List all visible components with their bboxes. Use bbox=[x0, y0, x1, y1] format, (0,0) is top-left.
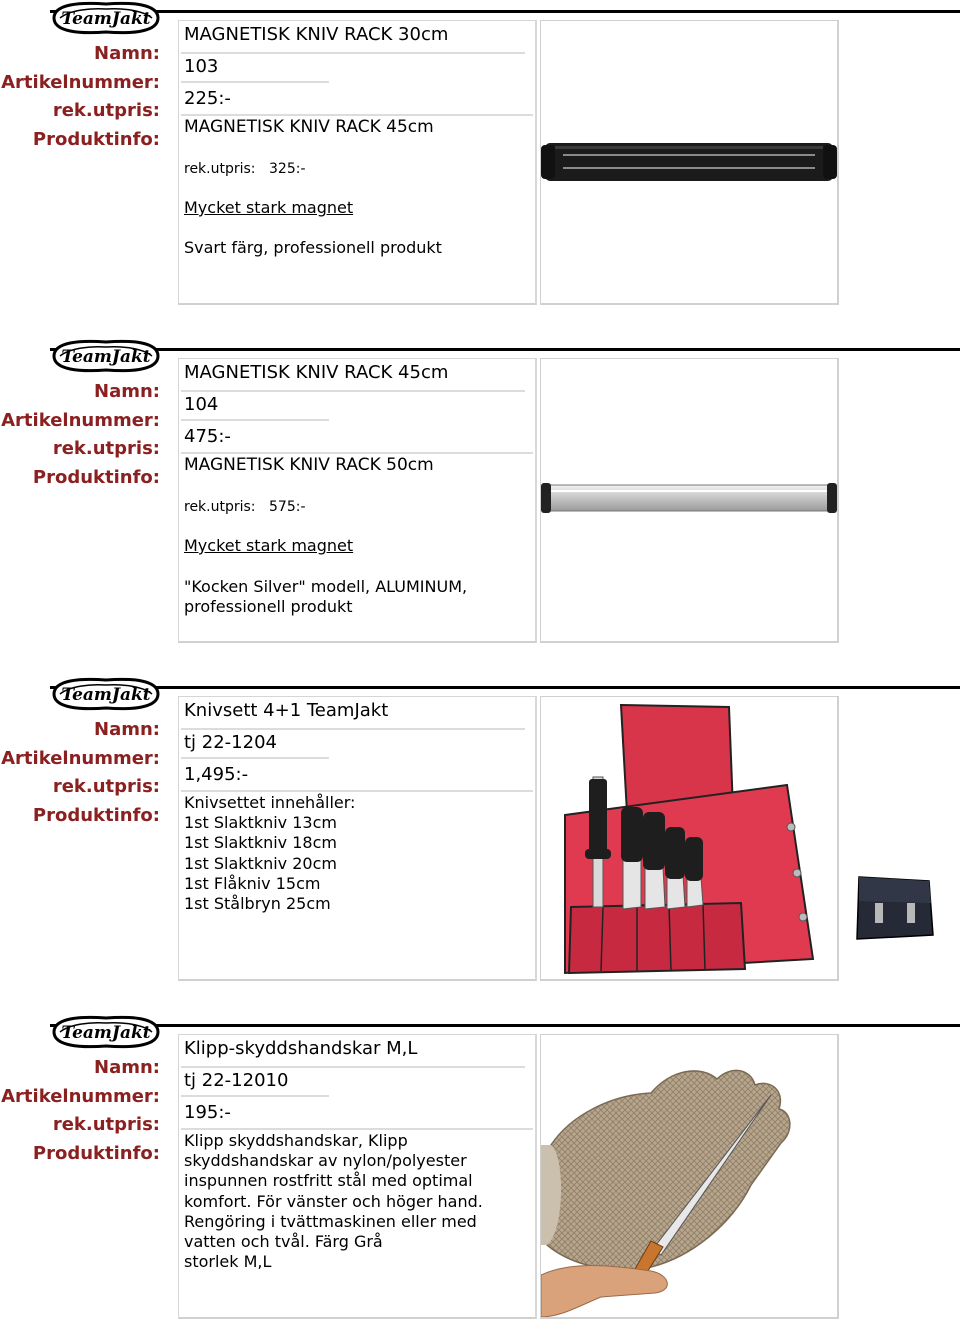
feature-link[interactable]: Mycket stark magnet bbox=[184, 536, 354, 555]
info-line: 1st Slaktkniv 18cm bbox=[184, 833, 337, 853]
rule bbox=[181, 390, 525, 392]
feature-link[interactable]: Mycket stark magnet bbox=[184, 198, 354, 217]
article-number: 104 bbox=[184, 394, 219, 415]
knife-set-image bbox=[541, 697, 837, 979]
alt-price-label: rek.utpris: bbox=[184, 499, 256, 515]
label-name: Namn: bbox=[94, 43, 160, 64]
rule bbox=[181, 790, 533, 792]
product-info-box bbox=[178, 696, 537, 981]
description bbox=[184, 577, 529, 617]
rule bbox=[181, 1066, 525, 1068]
product-info-box bbox=[178, 358, 537, 643]
teamjakt-logo bbox=[50, 0, 162, 36]
label-info: Produktinfo: bbox=[32, 128, 160, 150]
product-info-box bbox=[178, 20, 537, 305]
label-price: rek.utpris: bbox=[52, 100, 160, 121]
info-title: MAGNETISK KNIV RACK 45cm bbox=[184, 117, 434, 137]
product-name: Knivsett 4+1 TeamJakt bbox=[184, 700, 389, 721]
product-info-text bbox=[184, 1131, 529, 1272]
field-labels bbox=[1, 378, 160, 492]
info-line: 1st Slaktkniv 20cm bbox=[184, 853, 337, 873]
description: Svart färg, professionell produkt bbox=[184, 238, 442, 257]
product-name: MAGNETISK KNIV RACK 30cm bbox=[184, 24, 449, 45]
info-line: 1st Flåkniv 15cm bbox=[184, 873, 321, 893]
alt-price: 325:- bbox=[269, 161, 306, 177]
header-rule bbox=[50, 686, 960, 689]
header-rule bbox=[50, 1024, 960, 1027]
label-info: Produktinfo: bbox=[32, 466, 160, 488]
label-price: rek.utpris: bbox=[52, 776, 160, 797]
label-name: Namn: bbox=[94, 381, 160, 402]
product-name: MAGNETISK KNIV RACK 45cm bbox=[184, 362, 449, 383]
info-line: 1st Slaktkniv 13cm bbox=[184, 813, 337, 833]
magnetic-rack-silver-image bbox=[541, 359, 837, 641]
product-image-box bbox=[540, 696, 839, 981]
label-price: rek.utpris: bbox=[52, 438, 160, 459]
rule bbox=[181, 757, 329, 759]
alt-price-label: rek.utpris: bbox=[184, 161, 256, 177]
rule bbox=[181, 1128, 533, 1130]
product-info-text bbox=[184, 793, 529, 914]
label-article: Artikelnummer: bbox=[1, 409, 160, 431]
price: 1,495:- bbox=[184, 764, 249, 785]
price: 195:- bbox=[184, 1102, 231, 1123]
rule bbox=[181, 1095, 329, 1097]
closed-bag-image bbox=[853, 873, 937, 943]
info-line: inspunnen rostfritt stål med optimal bbox=[184, 1171, 473, 1191]
article-number: tj 22-1204 bbox=[184, 732, 277, 753]
product-image-box bbox=[540, 358, 839, 643]
label-price: rek.utpris: bbox=[52, 1114, 160, 1135]
product-card-4 bbox=[0, 1014, 960, 1319]
description-line: professionell produkt bbox=[184, 597, 353, 617]
label-article: Artikelnummer: bbox=[1, 1085, 160, 1107]
rule bbox=[181, 419, 329, 421]
magnetic-rack-black-image bbox=[541, 21, 837, 303]
info-line: komfort. För vänster och höger hand. bbox=[184, 1191, 483, 1211]
teamjakt-logo bbox=[50, 1014, 162, 1050]
label-info: Produktinfo: bbox=[32, 1142, 160, 1164]
info-line: vatten och tvål. Färg Grå bbox=[184, 1232, 383, 1252]
header-rule bbox=[50, 10, 960, 13]
rule bbox=[181, 728, 525, 730]
label-name: Namn: bbox=[94, 719, 160, 740]
info-title: MAGNETISK KNIV RACK 50cm bbox=[184, 455, 434, 475]
field-labels bbox=[1, 40, 160, 154]
teamjakt-logo bbox=[50, 338, 162, 374]
rule bbox=[181, 81, 329, 83]
product-card-2 bbox=[0, 338, 960, 643]
label-article: Artikelnummer: bbox=[1, 71, 160, 93]
price: 225:- bbox=[184, 88, 231, 109]
info-line: Rengöring i tvättmaskinen eller med bbox=[184, 1211, 477, 1231]
info-line: Knivsettet innehåller: bbox=[184, 793, 356, 812]
alt-price: 575:- bbox=[269, 499, 306, 515]
product-image-box bbox=[540, 20, 839, 305]
price: 475:- bbox=[184, 426, 231, 447]
description-line: "Kocken Silver" modell, ALUMINUM, bbox=[184, 577, 468, 596]
product-card-1 bbox=[0, 0, 960, 305]
info-line: skyddshandskar av nylon/polyester bbox=[184, 1151, 467, 1171]
teamjakt-logo bbox=[50, 676, 162, 712]
rule bbox=[181, 114, 533, 116]
label-name: Namn: bbox=[94, 1057, 160, 1078]
product-card-3 bbox=[0, 676, 960, 981]
info-line: Klipp skyddshandskar, Klipp bbox=[184, 1131, 408, 1150]
product-info-box bbox=[178, 1034, 537, 1319]
article-number: 103 bbox=[184, 56, 219, 77]
label-info: Produktinfo: bbox=[32, 804, 160, 826]
rule bbox=[181, 452, 533, 454]
field-labels bbox=[1, 1054, 160, 1168]
cut-resistant-glove-image bbox=[541, 1035, 837, 1317]
product-name: Klipp-skyddshandskar M,L bbox=[184, 1038, 418, 1059]
field-labels bbox=[1, 716, 160, 830]
label-article: Artikelnummer: bbox=[1, 747, 160, 769]
product-image-box bbox=[540, 1034, 839, 1319]
rule bbox=[181, 52, 525, 54]
article-number: tj 22-12010 bbox=[184, 1070, 289, 1091]
info-line: storlek M,L bbox=[184, 1252, 272, 1272]
header-rule bbox=[50, 348, 960, 351]
info-line: 1st Stålbryn 25cm bbox=[184, 894, 331, 914]
